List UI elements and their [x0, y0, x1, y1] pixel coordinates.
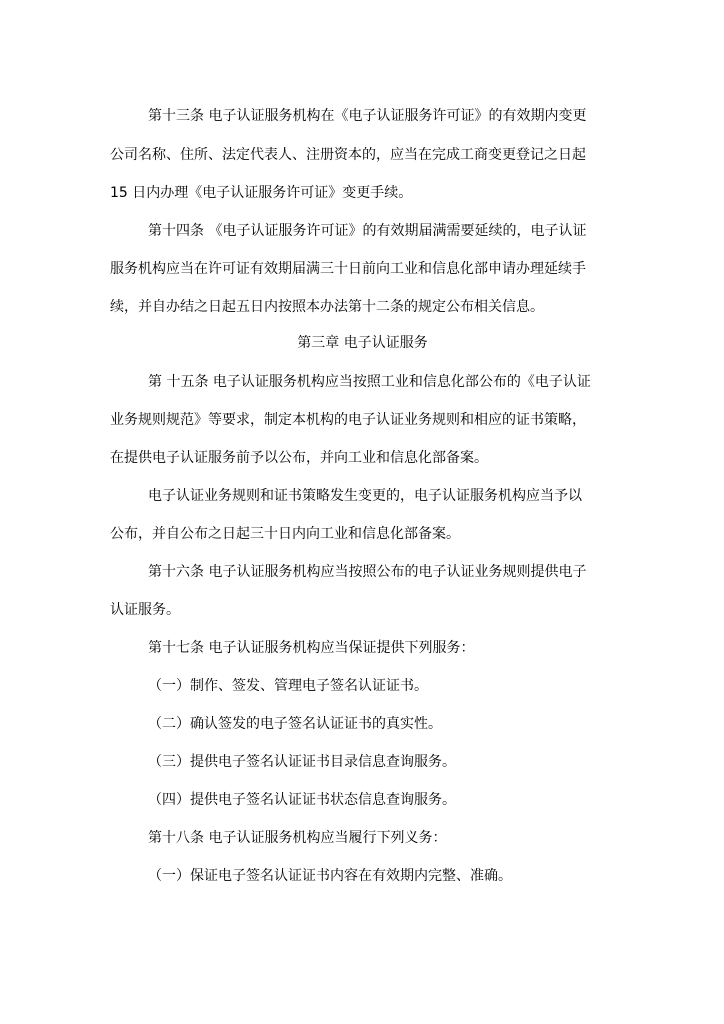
article-13-line-3: 15 日内办理《电子认证服务许可证》变更手续。 — [110, 185, 413, 201]
article-17-item-4: （四）提供电子签名认证证书状态信息查询服务。 — [148, 792, 456, 808]
article-13-line-1: 第十三条 电子认证服务机构在《电子认证服务许可证》的有效期内变更 — [148, 108, 587, 124]
article-14-line-1: 第十四条 《电子认证服务许可证》的有效期届满需要延续的，电子认证 — [148, 223, 587, 239]
article-15-para2-line-1: 电子认证业务规则和证书策略发生变更的，电子认证服务机构应当予以 — [148, 488, 582, 504]
article-17-item-3: （三）提供电子签名认证证书目录信息查询服务。 — [148, 754, 456, 770]
article-15-line-2: 业务规则规范》等要求，制定本机构的电子认证业务规则和相应的证书策略， — [110, 412, 586, 428]
article-16-line-2: 认证服务。 — [110, 602, 180, 618]
article-15-line-1: 第 十五条 电子认证服务机构应当按照工业和信息化部公布的《电子认证 — [148, 374, 591, 390]
article-17-item-2: （二）确认签发的电子签名认证证书的真实性。 — [148, 716, 442, 732]
article-17-item-1: （一）制作、签发、管理电子签名认证证书。 — [148, 678, 428, 694]
article-18-line-1: 第十八条 电子认证服务机构应当履行下列义务： — [148, 830, 447, 846]
article-13-line-2: 公司名称、住所、法定代表人、注册资本的，应当在完成工商变更登记之日起 — [110, 147, 586, 163]
article-15-para2-line-2: 公布，并自公布之日起三十日内向工业和信息化部备案。 — [110, 526, 460, 542]
chapter-title: 第三章 电子认证服务 — [297, 335, 428, 351]
article-14-line-3: 续，并自办结之日起五日内按照本办法第十二条的规定公布相关信息。 — [110, 299, 544, 315]
article-14-line-2: 服务机构应当在许可证有效期届满三十日前向工业和信息化部申请办理延续手 — [110, 261, 586, 277]
article-18-item-1: （一）保证电子签名认证证书内容在有效期内完整、准确。 — [148, 868, 512, 884]
article-16-line-1: 第十六条 电子认证服务机构应当按照公布的电子认证业务规则提供电子 — [148, 564, 587, 580]
article-15-line-3: 在提供电子认证服务前予以公布，并向工业和信息化部备案。 — [110, 450, 488, 466]
article-17-line-1: 第十七条 电子认证服务机构应当保证提供下列服务： — [148, 640, 475, 656]
